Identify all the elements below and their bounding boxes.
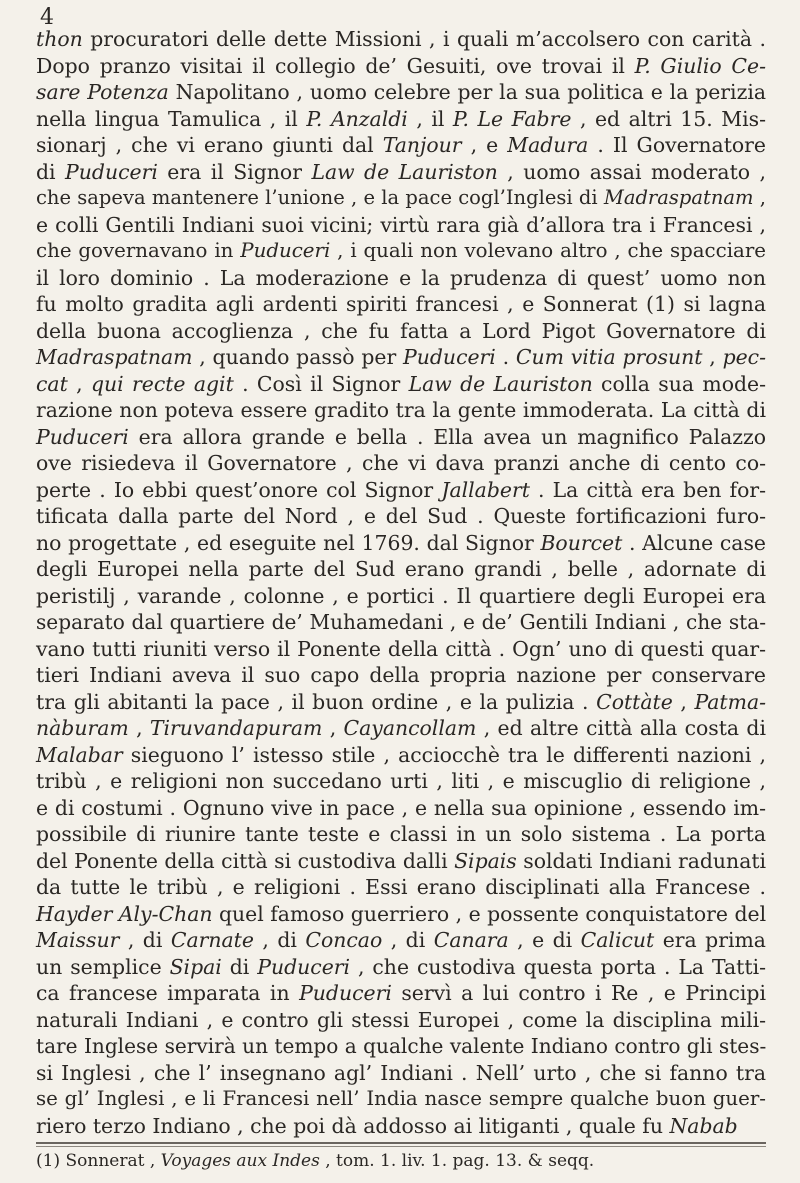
body-text [36, 26, 766, 1139]
text-line [36, 980, 766, 1007]
text-line [36, 901, 766, 928]
text-line [36, 1033, 766, 1060]
italic-text: Sipai [169, 954, 222, 979]
text-line [36, 689, 766, 716]
italic-text: P. Anzaldi [306, 106, 408, 131]
italic-text: Carnate [170, 928, 254, 952]
text-line [36, 954, 766, 981]
text-run: , il [407, 106, 453, 131]
text-run: , [672, 689, 695, 714]
italic-text: Concao [305, 928, 383, 952]
text-run: , che custodiva questa porta . La Tatti- [350, 954, 766, 979]
text-run: , quando passò per [192, 345, 404, 369]
text-line [36, 795, 766, 822]
italic-text: Puduceri [240, 239, 331, 262]
text-line [36, 715, 766, 742]
text-line [36, 132, 766, 159]
text-line [36, 821, 766, 848]
text-line [36, 344, 766, 371]
text-line [36, 265, 766, 292]
italic-text: Patma- [694, 689, 766, 714]
italic-text: Bourcet [540, 530, 623, 555]
footnote-rule-thin [36, 1146, 766, 1147]
italic-text: pec- [722, 345, 766, 369]
footnote-rule [36, 1142, 766, 1144]
text-run: fu molto gradita agli ardenti spiriti francesi , e Sonnerat (1) si lagna [36, 292, 766, 316]
text-line [36, 450, 766, 477]
text-run: , ed altre città alla costa di [476, 716, 767, 740]
text-run: . Così il Signor [233, 371, 409, 396]
text-run: , i quali non volevano altro , che spacciare [330, 239, 766, 262]
text-run: il loro dominio . La moderazione e la prudenza di quest’ uomo non [36, 265, 766, 290]
text-run: , ed altri 15. Mis- [571, 106, 766, 131]
text-run: . Alcune case [622, 530, 766, 555]
text-run: sieguono l’ istesso stile , acciocchè tra le differenti nazioni , [122, 742, 766, 767]
text-run: . La città era ben for- [529, 477, 766, 502]
text-line [36, 159, 766, 186]
italic-text: Puduceri [36, 424, 129, 449]
text-run: no progettate , ed eseguite nel 1769. dal Signor [36, 530, 541, 555]
text-run: tribù , e religioni non succedano urti , liti , e miscuglio di religione , [36, 769, 766, 793]
text-line [36, 185, 766, 212]
text-line [36, 238, 766, 265]
text-line [36, 1113, 766, 1140]
text-run: tieri Indiani aveva il suo capo della propria nazione per conservare [36, 663, 766, 687]
italic-text: Madura [507, 133, 589, 157]
italic-text: Maissur [36, 928, 120, 952]
text-run: tificata dalla parte del Nord , e del Sud . Queste fortificazioni furo- [36, 504, 766, 528]
text-run: riero terzo Indiano , che poi dà addosso ai litiganti , quale fu [36, 1113, 670, 1138]
text-run: era allora grande e bella . Ella avea un magnifico Palazzo [128, 424, 766, 449]
text-line [36, 318, 766, 345]
text-line [36, 1007, 766, 1034]
text-run: degli Europei nella parte del Sud erano grandi , belle , adornate di [36, 557, 766, 581]
text-line [36, 848, 766, 875]
text-run: , [753, 186, 766, 209]
text-run: . [495, 345, 516, 369]
text-run: era prima [654, 928, 766, 952]
text-run: , [322, 716, 344, 740]
text-run: razione non poteva essere gradito tra la gente immoderata. La città di [36, 398, 766, 422]
text-run: , [67, 371, 91, 396]
text-run: naturali Indiani , e contro gli stessi Europei , come la disciplina mili- [36, 1007, 766, 1032]
text-run: che governavano in [36, 239, 241, 262]
text-line [36, 662, 766, 689]
text-run: Dopo pranzo visitai il collegio de’ Gesuiti, ove trovai il [36, 53, 635, 78]
text-run: che sapeva mantenere l’unione , e la pace cogl’Inglesi di [36, 186, 604, 209]
text-line [36, 397, 766, 424]
text-run: era il Signor [157, 159, 312, 184]
italic-text: Nabab [669, 1113, 738, 1138]
italic-text: Cum vitia prosunt [515, 345, 703, 369]
text-run: , di [253, 928, 306, 952]
text-run: . Il Governatore [588, 133, 766, 157]
italic-text: Voyages aux Indes [160, 1151, 320, 1171]
text-line [36, 53, 766, 80]
text-run: , e [461, 133, 508, 157]
text-line [36, 291, 766, 318]
italic-text: thon [36, 27, 83, 51]
text-line [36, 424, 766, 451]
text-line [36, 503, 766, 530]
text-run: quel famoso guerriero , e possente conquistatore del [212, 901, 767, 926]
text-run: possibile di riunire tante teste e classi in un solo sistema . La porta [36, 822, 766, 846]
text-run: e di costumi . Ognuno vive in pace , e nella sua opinione , essendo im- [36, 795, 766, 820]
italic-text: Puduceri [65, 159, 158, 184]
text-run: procuratori delle dette Missioni , i quali m’accolsero con carità . [82, 27, 766, 51]
italic-text: sare Potenza [36, 80, 169, 104]
text-line [36, 583, 766, 610]
text-line [36, 874, 766, 901]
italic-text: Malabar [36, 742, 123, 767]
text-run: perte . Io ebbi quest’onore col Signor [36, 477, 442, 502]
text-run: , [702, 345, 723, 369]
text-run: peristilj , varande , colonne , e portici . Il quartiere degli Europei era [36, 583, 766, 608]
text-run: separato dal quartiere de’ Muhamedani , e de’ Gentili Indiani , che sta- [36, 610, 766, 634]
text-run: di [36, 159, 66, 184]
text-line [36, 609, 766, 636]
text-line [36, 79, 766, 106]
text-line [36, 1086, 766, 1113]
italic-text: Cayancollam [343, 716, 477, 740]
text-line [36, 106, 766, 133]
text-run: servì a lui contro i Re , e Principi [391, 981, 766, 1005]
italic-text: P. Giulio Ce- [634, 53, 766, 78]
italic-text: Puduceri [257, 954, 351, 979]
italic-text: Tiruvandapuram [149, 716, 323, 740]
text-run: si Inglesi , che l’ insegnano agl’ Indiani . Nell’ urto , che si fanno tra [36, 1060, 766, 1085]
italic-text: Law de Lauriston [408, 371, 593, 396]
text-run: nella lingua Tamulica , il [36, 106, 307, 131]
text-run: (1) Sonnerat , [36, 1151, 161, 1171]
italic-text: Law de Lauriston [311, 159, 498, 184]
text-run: , e di [508, 928, 581, 952]
text-run: soldati Indiani radunati [516, 848, 767, 873]
text-run: di [221, 954, 258, 979]
text-line [36, 530, 766, 557]
text-line [36, 212, 766, 239]
page-number: 4 [40, 5, 54, 30]
text-run: , [128, 716, 150, 740]
italic-text: Canara [433, 928, 509, 952]
text-run: , uomo assai moderato , [497, 159, 767, 184]
text-line [36, 556, 766, 583]
text-run: da tutte le tribù , e religioni . Essi erano disciplinati alla Francese . [36, 875, 766, 899]
italic-text: cat [36, 371, 68, 396]
italic-text: Calicut [580, 928, 655, 952]
text-run: , di [382, 928, 434, 952]
text-run: colla sua mode- [592, 371, 766, 396]
text-run: , tom. 1. liv. 1. pag. 13. & seqq. [319, 1151, 595, 1171]
italic-text: Madraspatnam [603, 186, 754, 209]
text-run: del Ponente della città si custodiva dalli [36, 848, 455, 873]
text-run: se gl’ Inglesi , e li Francesi nell’ India nasce sempre qualche buon guer- [36, 1087, 766, 1110]
text-run: Napolitano , uomo celebre per la sua politica e la perizia [168, 80, 766, 104]
text-run: sionarj , che vi erano giunti dal [36, 133, 383, 157]
italic-text: Madraspatnam [36, 345, 193, 369]
text-run: tare Inglese servirà un tempo a qualche valente Indiano contro gli stes- [36, 1034, 767, 1058]
footnote [36, 1150, 766, 1172]
text-line [36, 927, 766, 954]
text-run: un semplice [36, 954, 170, 979]
text-run: , di [119, 928, 171, 952]
italic-text: Cottàte [596, 689, 673, 714]
italic-text: Puduceri [299, 981, 392, 1005]
text-line [36, 371, 766, 398]
italic-text: Tanjour [382, 133, 462, 157]
italic-text: Puduceri [403, 345, 496, 369]
text-run: della buona accoglienza , che fu fatta a Lord Pigot Governatore di [36, 318, 766, 343]
text-line [36, 26, 766, 53]
text-run: tra gli abitanti la pace , il buon ordine , e la pulizia . [36, 689, 597, 714]
text-line [36, 1060, 766, 1087]
text-run: ca francese imparata in [36, 981, 300, 1005]
italic-text: P. Le Fabre [452, 106, 572, 131]
text-line [36, 742, 766, 769]
italic-text: qui recte agit [90, 371, 234, 396]
text-run: ove risiedeva il Governatore , che vi dava pranzi anche di cento co- [36, 451, 766, 475]
text-line [36, 636, 766, 663]
italic-text: Hayder Aly-Chan [36, 901, 213, 926]
italic-text: Jallabert [441, 477, 530, 502]
text-line [36, 477, 766, 504]
text-run: vano tutti riuniti verso il Ponente della città . Ogn’ uno di questi quar- [36, 636, 766, 661]
text-run: e colli Gentili Indiani suoi vicini; virtù rara già d’allora tra i Francesi , [36, 212, 766, 237]
text-line [36, 768, 766, 795]
italic-text: nàburam [36, 716, 129, 740]
italic-text: Sipais [454, 848, 517, 873]
